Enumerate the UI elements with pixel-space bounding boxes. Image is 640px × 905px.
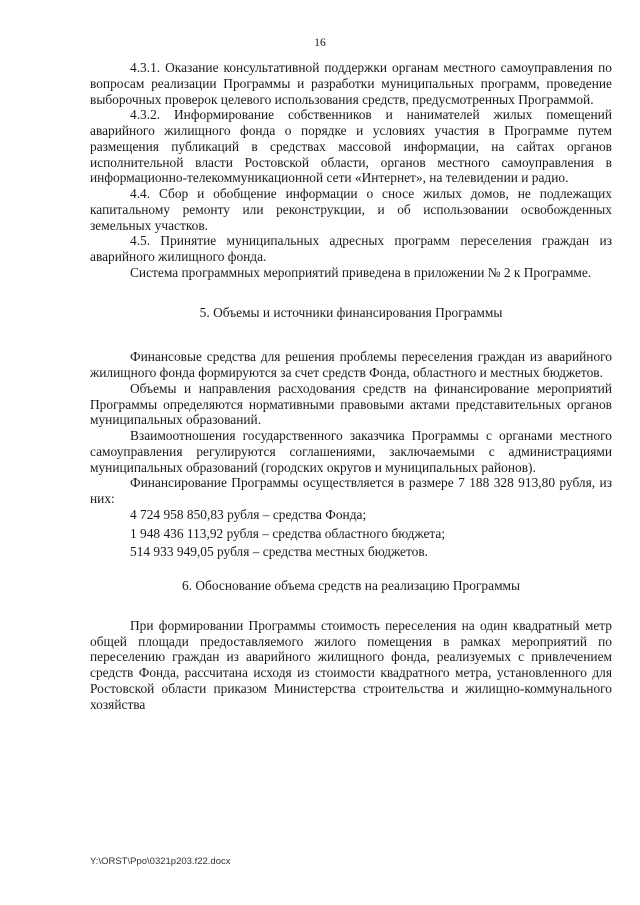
paragraph-4-3-2: 4.3.2. Информирование собственников и нанимателей жилых помещений аварийного жилищного фонда о порядке и условиях участия в Программе путем размещения публикаций в средствах массовой информации, на сайтах органов исполнительной власти Ростовской области, органов местного самоуправления в информационно-телекоммуникационной сети «Интернет», на телевидении и радио.: [90, 107, 612, 186]
section-5-paragraph: Финансовые средства для решения проблемы переселения граждан из аварийного жилищного фонда формируются за счет средств Фонда, областного и местных бюджетов.: [90, 349, 612, 380]
paragraph-program-system: Система программных мероприятий приведена в приложении № 2 к Программе.: [130, 264, 592, 280]
document-body: [90, 60, 612, 712]
paragraph-4-4: 4.4. Сбор и обобщение информации о сносе жилых домов, не подлежащих капитальному ремонту или реконструкции, и об использовании освобожденных земельных участков.: [90, 186, 612, 233]
section-5-paragraph: Объемы и направления расходования средств на финансирование мероприятий Программы определяются нормативными правовыми актами представительных органов муниципальных образований.: [90, 380, 612, 428]
section-6-paragraph: При формировании Программы стоимость переселения на один квадратный метр общей площади предоставляемого жилого помещения в рамках мероприятий по переселению граждан из аварийного жилищного фонда, реализуемых с привлечением средств Фонда, рассчитана исходя из стоимости квадратного метра, установленного для Ростовской области приказом Министерства строительства и жилищно-коммунального хозяйства: [90, 617, 612, 712]
section-5-heading: 5. Объемы и источники финансирования Программы: [199, 304, 503, 320]
section-5-financing-total: Финансирование Программы осуществляется в размере 7 188 328 913,80 рубля, из них:: [90, 475, 612, 506]
section-5-paragraph: Взаимоотношения государственного заказчика Программы с органами местного самоуправления регулируются соглашениями, заключаемыми с администрациями муниципальных образований (городских округов и муниципальных районов).: [90, 428, 612, 475]
amount-regional-budget: 1 948 436 113,92 рубля – средства областного бюджета;: [130, 525, 446, 541]
amount-local-budgets: 514 933 949,05 рубля – средства местных бюджетов.: [130, 544, 428, 560]
amount-fund: 4 724 958 850,83 рубля – средства Фонда;: [130, 506, 367, 522]
page-number: 16: [314, 37, 326, 49]
paragraph-4-5: 4.5. Принятие муниципальных адресных программ переселения граждан из аварийного жилищного фонда.: [90, 233, 612, 264]
paragraph-4-3-1: 4.3.1. Оказание консультативной поддержки органам местного самоуправления по вопросам реализации Программы и разработки муниципальных программ, проведение выборочных проверок целевого использования средств, предусмотренных Программой.: [90, 60, 612, 107]
file-path-footer: Y:\ORST\Ppo\0321p203.f22.docx: [90, 856, 231, 867]
section-6-heading: 6. Обоснование объема средств на реализацию Программы: [181, 578, 521, 593]
